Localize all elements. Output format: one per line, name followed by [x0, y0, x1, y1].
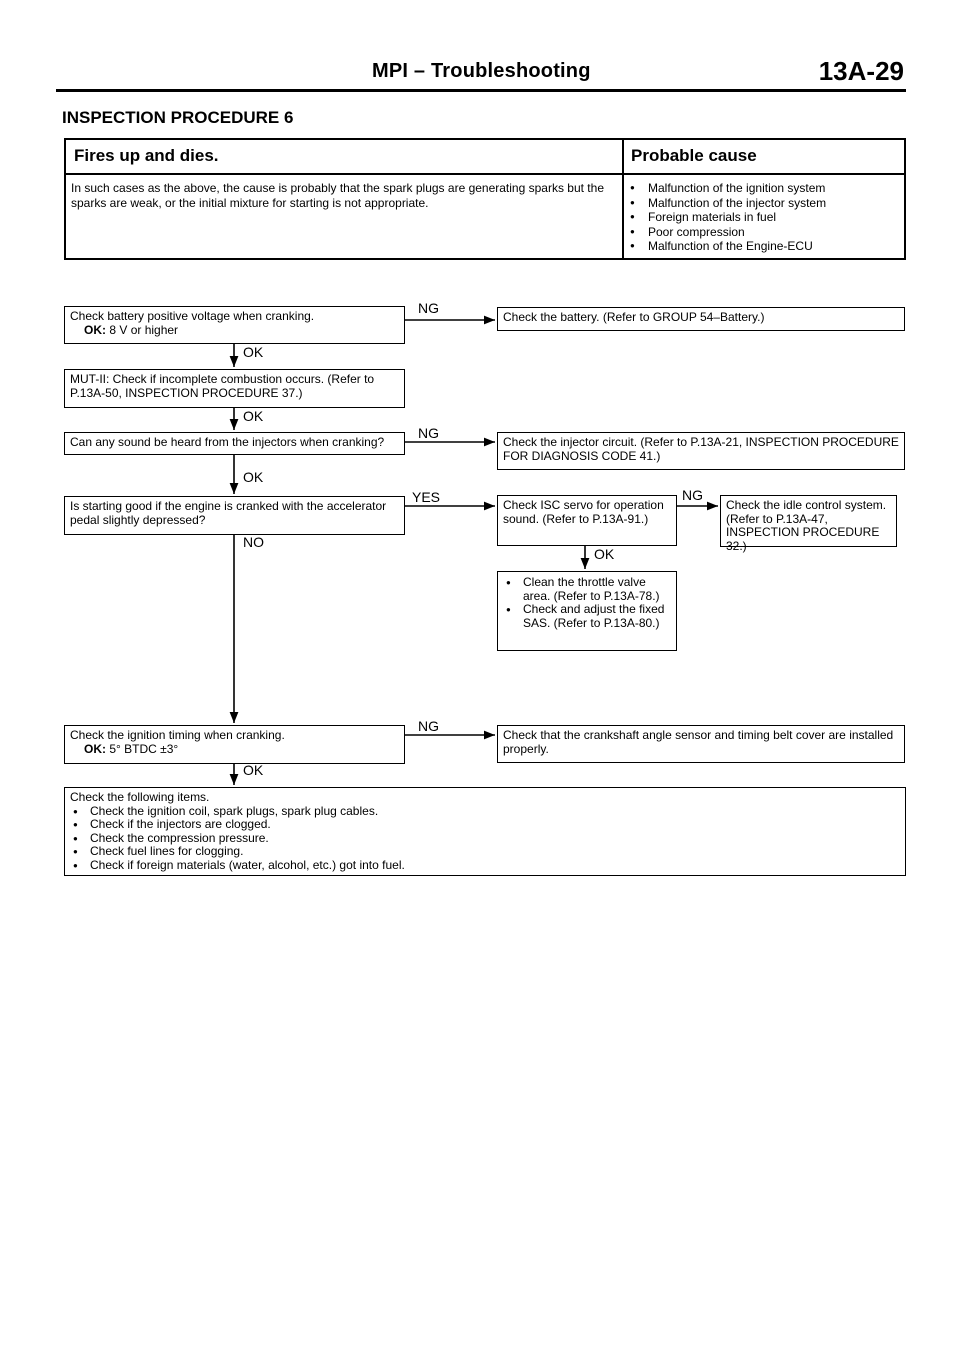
list-item: ● Check and adjust the fixed SAS. (Refer to P.13A-80.): [503, 603, 671, 630]
ok-label: OK: [594, 546, 615, 562]
ng-label: NG: [418, 425, 439, 441]
step-ok-criteria: [70, 324, 399, 338]
ok-label: OK: [243, 408, 264, 424]
step-text: Check the ignition timing when cranking.: [70, 728, 285, 742]
throttle-sas-list: [503, 576, 671, 630]
symptom-description: In such cases as the above, the cause is probably that the spark plugs are generating sparks but the sparks are weak, or the initial mixture for starting is not appropriate.: [71, 181, 604, 210]
step-check-battery: Check the battery. (Refer to GROUP 54–Battery.): [497, 307, 905, 331]
step-injector-circuit: Check the injector circuit. (Refer to P.13A-21, INSPECTION PROCEDURE FOR DIAGNOSIS CODE 41.): [497, 432, 905, 470]
step-ok-criteria: [70, 743, 399, 757]
cause-item: ● Malfunction of the injector system: [628, 196, 826, 211]
no-label: NO: [243, 534, 264, 550]
final-check-items: [64, 787, 906, 876]
list-item: ● Check the ignition coil, spark plugs, spark plug cables.: [70, 805, 900, 819]
step-injector-sound: Can any sound be heard from the injectors when cranking?: [64, 432, 405, 455]
ng-label: NG: [682, 487, 703, 503]
step-isc-servo: Check ISC servo for operation sound. (Refer to P.13A-91.): [497, 495, 677, 546]
page-number: 13A-29: [818, 56, 904, 86]
step-mut-ii-check: MUT-II: Check if incomplete combustion occurs. (Refer to P.13A-50, INSPECTION PROCEDURE 37.): [64, 369, 405, 408]
step-ignition-timing: [64, 725, 405, 764]
ok-label: OK: [243, 469, 264, 485]
cause-item: ● Malfunction of the ignition system: [628, 181, 826, 196]
list-item: ● Check if the injectors are clogged.: [70, 818, 900, 832]
list-item: ● Check the compression pressure.: [70, 832, 900, 846]
step-idle-control: Check the idle control system. (Refer to P.13A-47, INSPECTION PROCEDURE 32.): [720, 495, 897, 547]
procedure-title: INSPECTION PROCEDURE 6: [62, 108, 294, 127]
step-text: Check battery positive voltage when cranking.: [70, 309, 315, 323]
cause-item: ● Malfunction of the Engine-ECU: [628, 239, 826, 254]
cause-item: ● Poor compression: [628, 225, 826, 240]
page-header-title: MPI – Troubleshooting: [372, 60, 591, 82]
list-item: ● Check fuel lines for clogging.: [70, 845, 900, 859]
ok-criteria-value: 8 V or higher: [109, 322, 179, 337]
step-battery-voltage: [64, 306, 405, 344]
probable-cause-heading: Probable cause: [631, 146, 757, 165]
ok-criteria-value: 5° BTDC ±3°: [109, 741, 179, 756]
step-crankshaft-sensor: Check that the crankshaft angle sensor and timing belt cover are installed properly.: [497, 725, 905, 763]
ok-label: OK: [243, 344, 264, 360]
final-check-list: [70, 805, 900, 873]
ok-criteria-label: OK:: [84, 322, 106, 337]
symptom-heading: Fires up and dies.: [74, 146, 219, 165]
list-item: ● Clean the throttle valve area. (Refer to P.13A-78.): [503, 576, 671, 603]
step-accelerator-start: Is starting good if the engine is cranked with the accelerator pedal slightly depressed?: [64, 496, 405, 535]
cause-item: ● Foreign materials in fuel: [628, 210, 826, 225]
list-item: ● Check if foreign materials (water, alcohol, etc.) got into fuel.: [70, 859, 900, 873]
ng-label: NG: [418, 718, 439, 734]
yes-label: YES: [412, 489, 441, 505]
ok-label: OK: [243, 762, 264, 778]
ok-criteria-label: OK:: [84, 741, 106, 756]
step-throttle-sas: [497, 571, 677, 651]
ng-label: NG: [418, 300, 439, 316]
final-check-title: Check the following items.: [70, 790, 210, 804]
